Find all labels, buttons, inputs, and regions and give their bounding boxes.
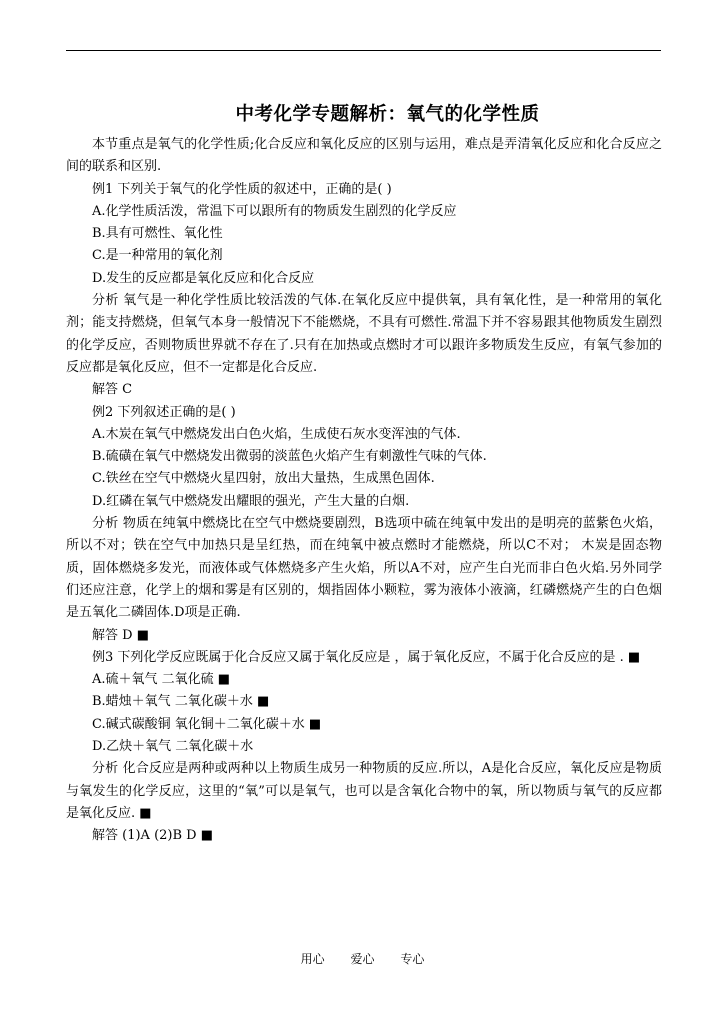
example-2-option-d: D.红磷在氧气中燃烧发出耀眼的强光，产生大量的白烟.: [92, 493, 410, 509]
footer-word-3: 专心: [400, 952, 425, 966]
document-body: [66, 134, 662, 848]
example-1-question: 例1 下列关于氧气的化学性质的叙述中，正确的是( ): [92, 181, 392, 197]
example-1-option-a: A.化学性质活泼，常温下可以跟所有的物质发生剧烈的化学反应: [92, 203, 457, 219]
example-1-option-d: D.发生的反应都是氧化反应和化合反应: [92, 270, 315, 286]
example-2-answer: 解答 D ■: [92, 627, 149, 643]
example-3-question: 例3 下列化学反应既属于化合反应又属于氧化反应是 ，属于氧化反应，不属于化合反应的是 . ■: [92, 649, 641, 665]
intro-paragraph: 本节重点是氧气的化学性质;化合反应和氧化反应的区别与运用，难点是弄清氧化反应和化合反应之间的联系和区别.: [66, 137, 662, 175]
example-2-analysis: 分析 物质在纯氧中燃烧比在空气中燃烧要剧烈，B选项中硫在纯氧中发出的是明亮的蓝紫色火焰，所以不对；铁在空气中加热只是呈红热，而在纯氧中被点燃时才能燃烧，所以C不对； 木炭是固态物质，固体燃烧多发光，而液体或气体燃烧多产生火焰，所以A不对，应产生白光而非白色火焰.另外同学们还应注意，化学上的烟和雾是有区别的，烟指固体小颗粒，雾为液体小液滴，红磷燃烧产生的白色烟是五氧化二磷固体.D项是正确.: [66, 516, 662, 621]
example-1-analysis: 分析 氧气是一种化学性质比较活泼的气体.在氧化反应中提供氧，具有氧化性，是一种常用的氧化剂；能支持燃烧，但氧气本身一般情况下不能燃烧，不具有可燃性.常温下并不容易跟其他物质发生剧烈的化学反应，否则物质世界就不存在了.只有在加热或点燃时才可以跟许多物质发生反应，有氧气参加的反应都是氧化反应，但不一定都是化合反应.: [66, 293, 662, 375]
example-2-option-b: B.硫磺在氧气中燃烧发出微弱的淡蓝色火焰产生有刺激性气味的气体.: [92, 449, 487, 465]
page-footer: [0, 950, 725, 967]
example-3-option-d: D.乙炔＋氧气 二氧化碳＋水: [92, 739, 254, 755]
example-1-option-b: B.具有可燃性、氧化性: [92, 226, 223, 242]
footer-word-2: 爱心: [350, 952, 375, 966]
example-3-option-c: C.碱式碳酸铜 氧化铜＋二氧化碳＋水 ■: [92, 716, 322, 732]
example-3-option-a: A.硫＋氧气 二氧化硫 ■: [92, 672, 231, 688]
page-title: 中考化学专题解析：氧气的化学性质: [235, 104, 540, 125]
example-1-answer: 解答 C: [92, 382, 133, 398]
example-3-option-b: B.蜡烛＋氧气 二氧化碳＋水 ■: [92, 694, 270, 710]
example-3-answer: 解答 (1)A (2)B D ■: [92, 828, 214, 844]
example-2-option-c: C.铁丝在空气中燃烧火星四射，放出大量热，生成黑色固体.: [92, 471, 435, 487]
example-3-analysis: 分析 化合反应是两种或两种以上物质生成另一种物质的反应.所以，A是化合反应，氧化反应是物质与氧发生的化学反应，这里的“氧”可以是氧气，也可以是含氧化合物中的氧，所以物质与氧气的反应都是氧化反应. ■: [66, 761, 662, 821]
example-1-option-c: C.是一种常用的氧化剂: [92, 248, 223, 264]
example-2-question: 例2 下列叙述正确的是( ): [92, 404, 236, 420]
header-rule: [66, 50, 661, 51]
footer-word-1: 用心: [300, 952, 325, 966]
example-2-option-a: A.木炭在氧气中燃烧发出白色火焰，生成使石灰水变浑浊的气体.: [92, 426, 461, 442]
